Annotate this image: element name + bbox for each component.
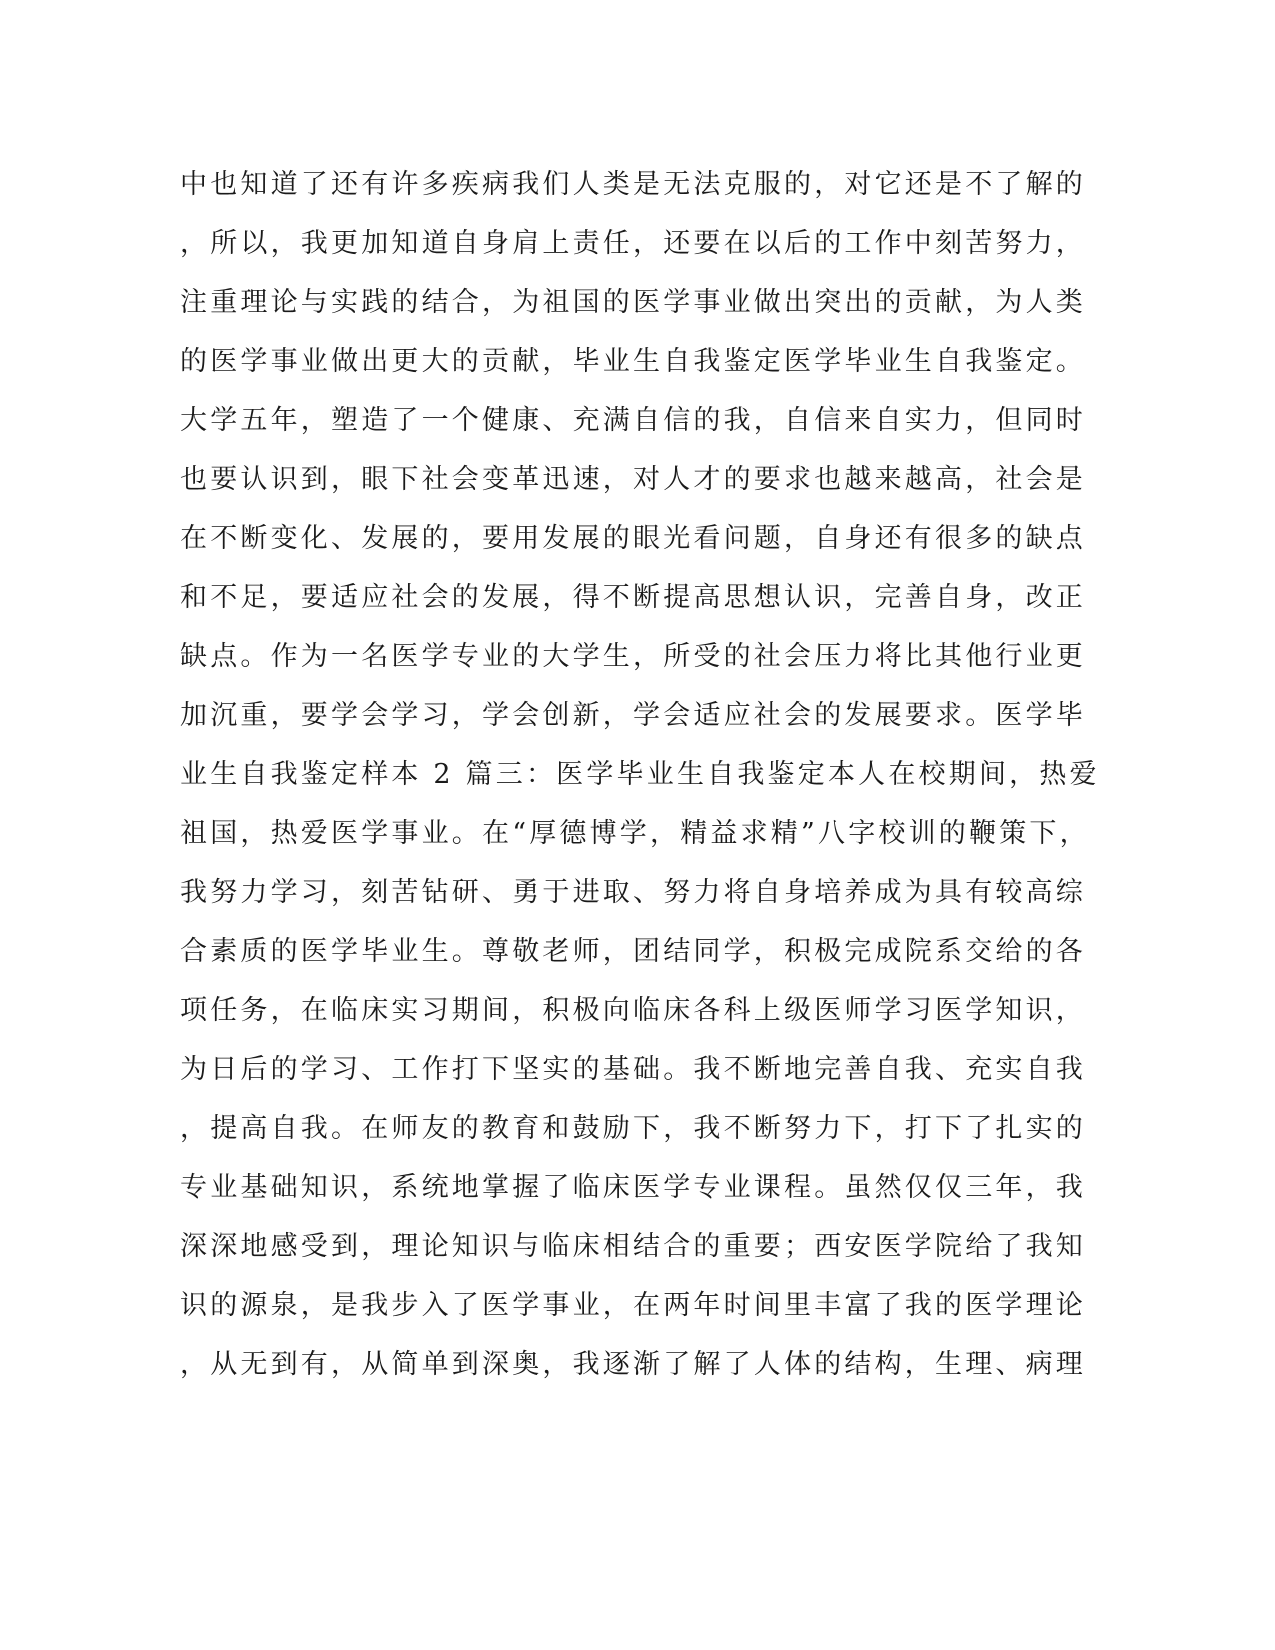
text-line: 业生自我鉴定样本 2 篇三：医学毕业生自我鉴定本人在校期间，热爱 bbox=[180, 759, 1100, 790]
text-line: 加沉重，要学会学习，学会创新，学会适应社会的发展要求。医学毕 bbox=[180, 700, 1086, 731]
text-line: 大学五年，塑造了一个健康、充满自信的我，自信来自实力，但同时 bbox=[180, 405, 1086, 436]
text-line: 中也知道了还有许多疾病我们人类是无法克服的，对它还是不了解的 bbox=[180, 169, 1086, 200]
text-line: 专业基础知识，系统地掌握了临床医学专业课程。虽然仅仅三年，我 bbox=[180, 1172, 1086, 1203]
text-line: 深深地感受到，理论知识与临床相结合的重要；西安医学院给了我知 bbox=[180, 1231, 1086, 1262]
text-line: 的医学事业做出更大的贡献，毕业生自我鉴定医学毕业生自我鉴定。 bbox=[180, 346, 1086, 377]
text-line: 识的源泉，是我步入了医学事业，在两年时间里丰富了我的医学理论 bbox=[180, 1290, 1086, 1321]
text-line: 也要认识到，眼下社会变革迅速，对人才的要求也越来越高，社会是 bbox=[180, 464, 1086, 495]
text-line: 注重理论与实践的结合，为祖国的医学事业做出突出的贡献，为人类 bbox=[180, 287, 1086, 318]
text-line: 我努力学习，刻苦钻研、勇于进取、努力将自身培养成为具有较高综 bbox=[180, 877, 1086, 908]
text-line: 为日后的学习、工作打下坚实的基础。我不断地完善自我、充实自我 bbox=[180, 1054, 1086, 1085]
text-line: 在不断变化、发展的，要用发展的眼光看问题，自身还有很多的缺点 bbox=[180, 523, 1086, 554]
text-line: ，从无到有，从简单到深奥，我逐渐了解了人体的结构，生理、病理 bbox=[180, 1349, 1086, 1380]
text-line: 合素质的医学毕业生。尊敬老师，团结同学，积极完成院系交给的各 bbox=[180, 936, 1086, 967]
text-line: 和不足，要适应社会的发展，得不断提高思想认识，完善自身，改正 bbox=[180, 582, 1086, 613]
text-line: 祖国，热爱医学事业。在“厚德博学，精益求精”八字校训的鞭策下， bbox=[180, 818, 1090, 849]
text-line: ，所以，我更加知道自身肩上责任，还要在以后的工作中刻苦努力， bbox=[180, 228, 1086, 259]
text-line: 缺点。作为一名医学专业的大学生，所受的社会压力将比其他行业更 bbox=[180, 641, 1086, 672]
body-text bbox=[180, 155, 1100, 1394]
text-line: ，提高自我。在师友的教育和鼓励下，我不断努力下，打下了扎实的 bbox=[180, 1113, 1086, 1144]
text-line: 项任务，在临床实习期间，积极向临床各科上级医师学习医学知识， bbox=[180, 995, 1086, 1026]
